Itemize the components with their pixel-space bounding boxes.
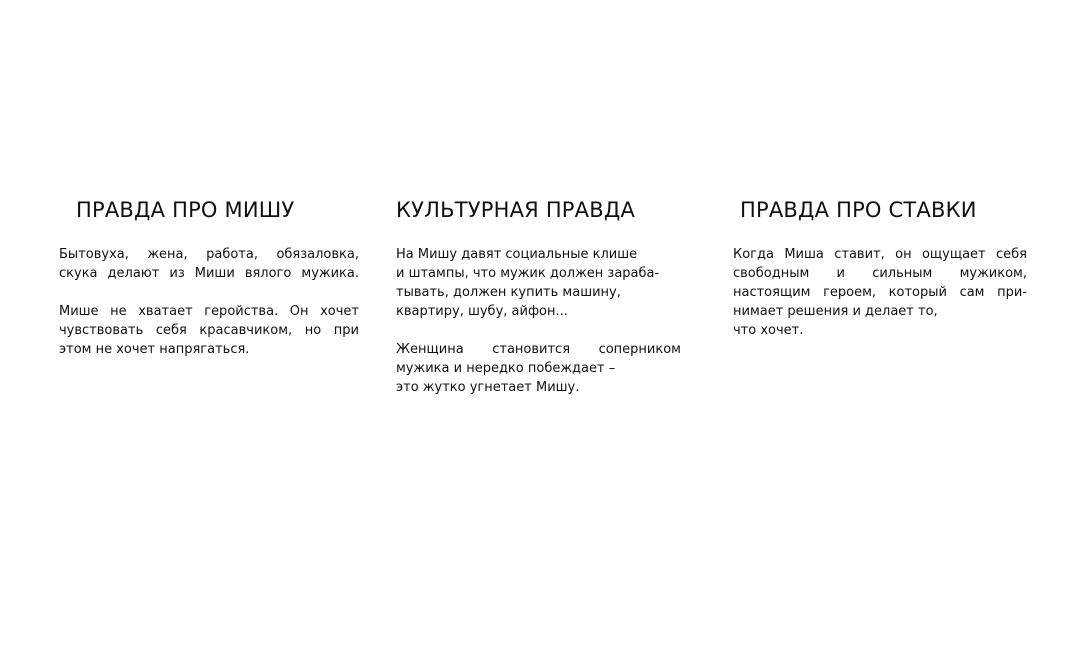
column-heading: ПРАВДА ПРО МИШУ bbox=[76, 198, 295, 222]
text-line: свободным и сильным мужиком, bbox=[733, 266, 1027, 281]
paragraph bbox=[59, 245, 359, 283]
paragraph bbox=[396, 245, 694, 321]
text-line: Женщина становится соперником bbox=[396, 342, 681, 357]
column-heading: ПРАВДА ПРО СТАВКИ bbox=[740, 198, 977, 222]
column-kulturnaya-pravda bbox=[396, 196, 694, 416]
text-line: и штампы, что мужик должен зараба- bbox=[396, 266, 660, 281]
text-line: этом не хочет напрягаться. bbox=[59, 342, 250, 357]
text-line: скука делают из Миши вялого мужика. bbox=[59, 266, 359, 281]
paragraph bbox=[396, 340, 694, 397]
column-pravda-pro-stavki bbox=[733, 196, 1027, 359]
text-line: тывать, должен купить машину, bbox=[396, 285, 621, 300]
paragraph bbox=[733, 245, 1027, 340]
text-line: мужика и нередко побеждает – bbox=[396, 361, 616, 376]
text-line: На Мишу давят социальные клише bbox=[396, 247, 638, 262]
text-line: Мише не хватает геройства. Он хочет bbox=[59, 304, 359, 319]
text-line: это жутко угнетает Мишу. bbox=[396, 380, 580, 395]
text-line: что хочет. bbox=[733, 323, 804, 338]
column-pravda-pro-mishu bbox=[59, 196, 359, 378]
paragraph bbox=[59, 302, 359, 359]
text-line: Бытовуха, жена, работа, обязаловка, bbox=[59, 247, 359, 262]
column-heading: КУЛЬТУРНАЯ ПРАВДА bbox=[396, 198, 636, 222]
text-line: квартиру, шубу, айфон... bbox=[396, 304, 568, 319]
text-line: настоящим героем, который сам при- bbox=[733, 285, 1027, 300]
text-line: нимает решения и делает то, bbox=[733, 304, 938, 319]
text-line: Когда Миша ставит, он ощущает себя bbox=[733, 247, 1027, 262]
text-line: чувствовать себя красавчиком, но при bbox=[59, 323, 359, 338]
